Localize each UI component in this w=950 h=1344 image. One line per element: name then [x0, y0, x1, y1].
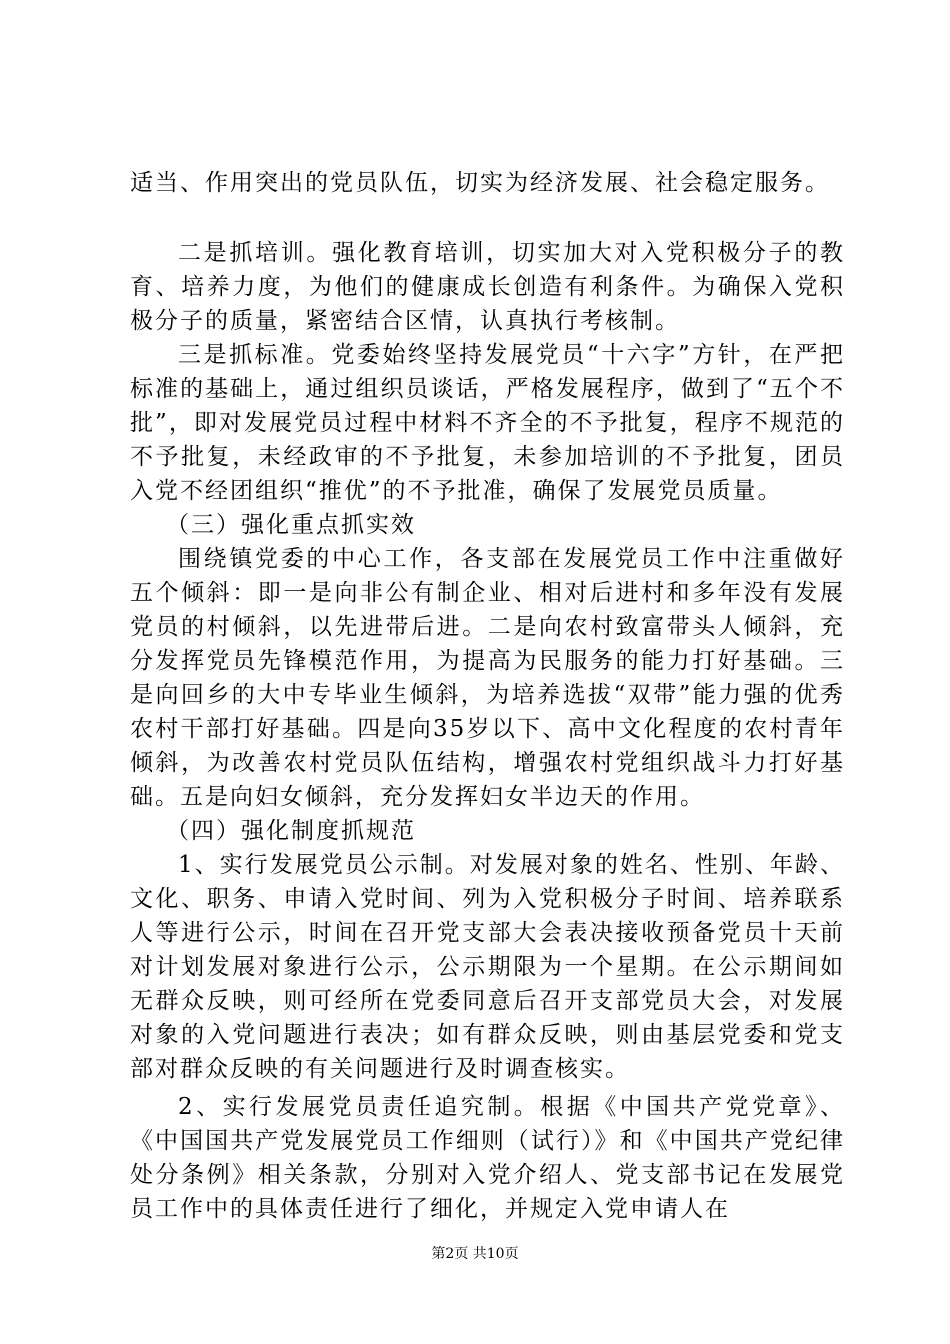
paragraph-publicity-system: 1、实行发展党员公示制。对发展对象的姓名、性别、年龄、文化、职务、申请入党时间、列为入党积极分子时间、培养联系人等进行公示，时间在召开党支部大会表决接收预备党员十天前对计划发展对象进行公示，公示期限为一个星期。在公示期间如无群众反映，则可经所在党委同意后召开支部党员大会，对发展对象的入党问题进行表决；如有群众反映，则由基层党委和党支部对群众反映的有关问题进行及时调查核实。 [130, 852, 845, 1082]
section-heading-4: （四）强化制度抓规范 [166, 818, 416, 844]
section-heading-3: （三）强化重点抓实效 [166, 512, 416, 538]
paragraph-training: 二是抓培训。强化教育培训，切实加大对入党积极分子的教育、培养力度，为他们的健康成长创造有利条件。为确保入党积极分子的质量，紧密结合区情，认真执行考核制。 [130, 240, 845, 334]
paragraph-accountability-system: 2、实行发展党员责任追究制。根据《中国共产党党章》、《中国国共产党发展党员工作细则（试行）》和《中国共产党纪律处分条例》相关条款，分别对入党介绍人、党支部书记在发展党员工作中的具体责任进行了细化，并规定入党申请人在 [130, 1094, 845, 1222]
paragraph-five-tilts: 围绕镇党委的中心工作，各支部在发展党员工作中注重做好五个倾斜：即一是向非公有制企业、相对后进村和多年没有发展党员的村倾斜，以先进带后进。二是向农村致富带头人倾斜，充分发挥党员先锋模范作用，为提高为民服务的能力打好基础。三是向回乡的大中专毕业生倾斜，为培养选拔“双带”能力强的优秀农村干部打好基础。四是向35岁以下、高中文化程度的农村青年倾斜，为改善农村党员队伍结构，增强农村党组织战斗力打好基础。五是向妇女倾斜，充分发挥妇女半边天的作用。 [130, 546, 845, 810]
document-body [130, 166, 845, 1226]
paragraph-standards: 三是抓标准。党委始终坚持发展党员“十六字”方针，在严把标准的基础上，通过组织员谈话，严格发展程序，做到了“五个不批”，即对发展党员过程中材料不齐全的不予批复，程序不规范的不予批复，未经政审的不予批复，未参加培训的不予批复，团员入党不经团组织“推优”的不予批准，确保了发展党员质量。 [130, 342, 845, 504]
paragraph-continuation: 适当、作用突出的党员队伍，切实为经济发展、社会稳定服务。 [130, 170, 830, 196]
page-number-footer: 第2页 共10页 [431, 1246, 519, 1262]
